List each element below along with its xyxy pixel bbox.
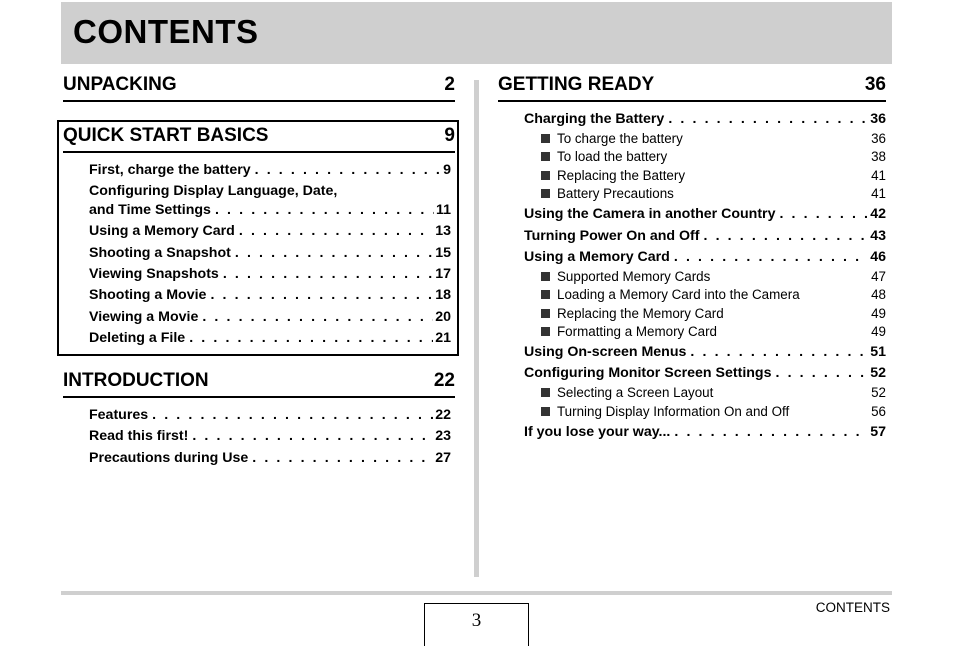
subentry-title: Replacing the Battery	[557, 168, 686, 183]
subentry-title: Formatting a Memory Card	[557, 324, 717, 339]
toc-subentry[interactable]	[541, 404, 886, 419]
toc-subentry[interactable]	[541, 324, 886, 339]
leader-dots	[252, 450, 433, 466]
bullet-square-icon	[541, 327, 550, 336]
bullet-square-icon	[541, 388, 550, 397]
entry-title: Deleting a File	[89, 330, 186, 346]
leader-dots	[223, 266, 433, 282]
entry-page: 21	[435, 330, 451, 346]
entry-page: 27	[435, 450, 451, 466]
subentry-title: To charge the battery	[557, 131, 683, 146]
toc-entry[interactable]	[89, 266, 451, 282]
toc-entry[interactable]	[89, 202, 451, 218]
toc-entry[interactable]	[89, 223, 451, 239]
section-page: 36	[864, 74, 886, 95]
column-divider	[474, 80, 479, 577]
toc-entry[interactable]	[89, 309, 451, 325]
toc-entry[interactable]	[89, 407, 451, 423]
section-page: 22	[433, 370, 455, 391]
toc-subentry[interactable]	[541, 131, 886, 146]
leader-dots	[674, 249, 868, 265]
page-title: CONTENTS	[73, 13, 259, 50]
leader-dots	[776, 365, 869, 381]
toc-entry[interactable]	[524, 249, 886, 265]
entry-page: 57	[870, 424, 886, 440]
subentry-page: 56	[871, 404, 886, 419]
toc-subentry[interactable]	[541, 168, 886, 183]
subentry-title: Turning Display Information On and Off	[557, 404, 790, 419]
subentry-title: Battery Precautions	[557, 186, 674, 201]
entry-title: Viewing a Movie	[89, 309, 199, 325]
footer-rule	[61, 591, 892, 595]
toc-entry[interactable]	[524, 365, 886, 381]
subentry-page: 36	[871, 131, 886, 146]
toc-entry[interactable]	[89, 162, 451, 178]
toc-entry[interactable]	[89, 287, 451, 303]
section-quick-start[interactable]	[63, 125, 455, 153]
entry-title: Using a Memory Card	[524, 249, 670, 265]
entry-page: 15	[435, 245, 451, 261]
toc-subentry[interactable]	[541, 269, 886, 284]
subentry-page: 41	[871, 168, 886, 183]
entry-page: 42	[870, 206, 886, 222]
leader-dots	[202, 309, 433, 325]
entry-page: 46	[870, 249, 886, 265]
leader-dots	[779, 206, 868, 222]
bullet-square-icon	[541, 152, 550, 161]
toc-entry[interactable]	[89, 428, 451, 444]
entry-title: Using On-screen Menus	[524, 344, 687, 360]
leader-dots	[674, 424, 868, 440]
subentry-page: 41	[871, 186, 886, 201]
bullet-square-icon	[541, 272, 550, 281]
title-bar	[61, 2, 892, 64]
subentry-page: 48	[871, 287, 886, 302]
entry-title: Viewing Snapshots	[89, 266, 219, 282]
entry-title: Shooting a Movie	[89, 287, 207, 303]
leader-dots	[235, 245, 433, 261]
entry-page: 52	[870, 365, 886, 381]
footer-section-label: CONTENTS	[815, 600, 890, 615]
bullet-square-icon	[541, 171, 550, 180]
subentry-title: To load the battery	[557, 149, 668, 164]
page-number: 3	[424, 603, 529, 646]
entry-title: Shooting a Snapshot	[89, 245, 231, 261]
section-label: GETTING READY	[498, 74, 655, 95]
subentry-title: Replacing the Memory Card	[557, 306, 724, 321]
toc-subentry[interactable]	[541, 287, 886, 302]
bullet-square-icon	[541, 134, 550, 143]
entry-page: 36	[870, 111, 886, 127]
leader-dots	[189, 330, 433, 346]
entry-title: Turning Power On and Off	[524, 228, 700, 244]
subentry-page: 47	[871, 269, 886, 284]
leader-dots	[239, 223, 433, 239]
section-label: INTRODUCTION	[63, 370, 209, 391]
entry-page: 11	[436, 202, 451, 218]
bullet-square-icon	[541, 290, 550, 299]
leader-dots	[192, 428, 433, 444]
subentry-title: Supported Memory Cards	[557, 269, 711, 284]
entry-page: 20	[435, 309, 451, 325]
subentry-page: 52	[871, 385, 886, 400]
section-getting-ready[interactable]	[498, 74, 886, 102]
entry-title-line1: Configuring Display Language, Date,	[89, 183, 338, 199]
subentry-page: 38	[871, 149, 886, 164]
entry-page: 23	[435, 428, 451, 444]
entry-title: First, charge the battery	[89, 162, 251, 178]
entry-page: 22	[435, 407, 451, 423]
subentry-page: 49	[871, 306, 886, 321]
entry-page: 43	[870, 228, 886, 244]
entry-title: Precautions during Use	[89, 450, 249, 466]
toc-entry[interactable]	[524, 228, 886, 244]
entry-title: Read this first!	[89, 428, 189, 444]
bullet-square-icon	[541, 407, 550, 416]
entry-page: 18	[435, 287, 451, 303]
toc-subentry[interactable]	[541, 149, 886, 164]
bullet-square-icon	[541, 189, 550, 198]
section-page: 9	[444, 125, 455, 146]
toc-subentry[interactable]	[541, 306, 886, 321]
section-label: UNPACKING	[63, 74, 177, 95]
entry-title: If you lose your way...	[524, 424, 671, 440]
toc-subentry[interactable]	[541, 186, 886, 201]
entry-title: Charging the Battery	[524, 111, 665, 127]
toc-entry[interactable]	[524, 111, 886, 127]
entry-title: Using a Memory Card	[89, 223, 235, 239]
leader-dots	[210, 287, 433, 303]
toc-entry[interactable]	[524, 344, 886, 360]
toc-entry-line1[interactable]	[89, 183, 451, 199]
toc-entry[interactable]	[524, 424, 886, 440]
toc-entry[interactable]	[89, 330, 451, 346]
subentry-title: Loading a Memory Card into the Camera	[557, 287, 800, 302]
section-introduction[interactable]	[63, 370, 455, 398]
entry-title: Using the Camera in another Country	[524, 206, 776, 222]
section-page: 2	[444, 74, 455, 95]
entry-page: 51	[870, 344, 886, 360]
entry-page: 9	[443, 162, 451, 178]
toc-subentry[interactable]	[541, 385, 886, 400]
leader-dots	[152, 407, 433, 423]
leader-dots	[704, 228, 869, 244]
entry-title: and Time Settings	[89, 202, 211, 218]
toc-entry[interactable]	[524, 206, 886, 222]
section-label: QUICK START BASICS	[63, 125, 269, 146]
leader-dots	[690, 344, 868, 360]
section-unpacking[interactable]	[63, 74, 455, 102]
leader-dots	[215, 202, 434, 218]
toc-entry[interactable]	[89, 245, 451, 261]
subentry-page: 49	[871, 324, 886, 339]
leader-dots	[255, 162, 441, 178]
entry-title: Features	[89, 407, 149, 423]
subentry-title: Selecting a Screen Layout	[557, 385, 714, 400]
toc-entry[interactable]	[89, 450, 451, 466]
entry-page: 13	[435, 223, 451, 239]
entry-title: Configuring Monitor Screen Settings	[524, 365, 772, 381]
entry-page: 17	[435, 266, 451, 282]
leader-dots	[668, 111, 868, 127]
bullet-square-icon	[541, 309, 550, 318]
